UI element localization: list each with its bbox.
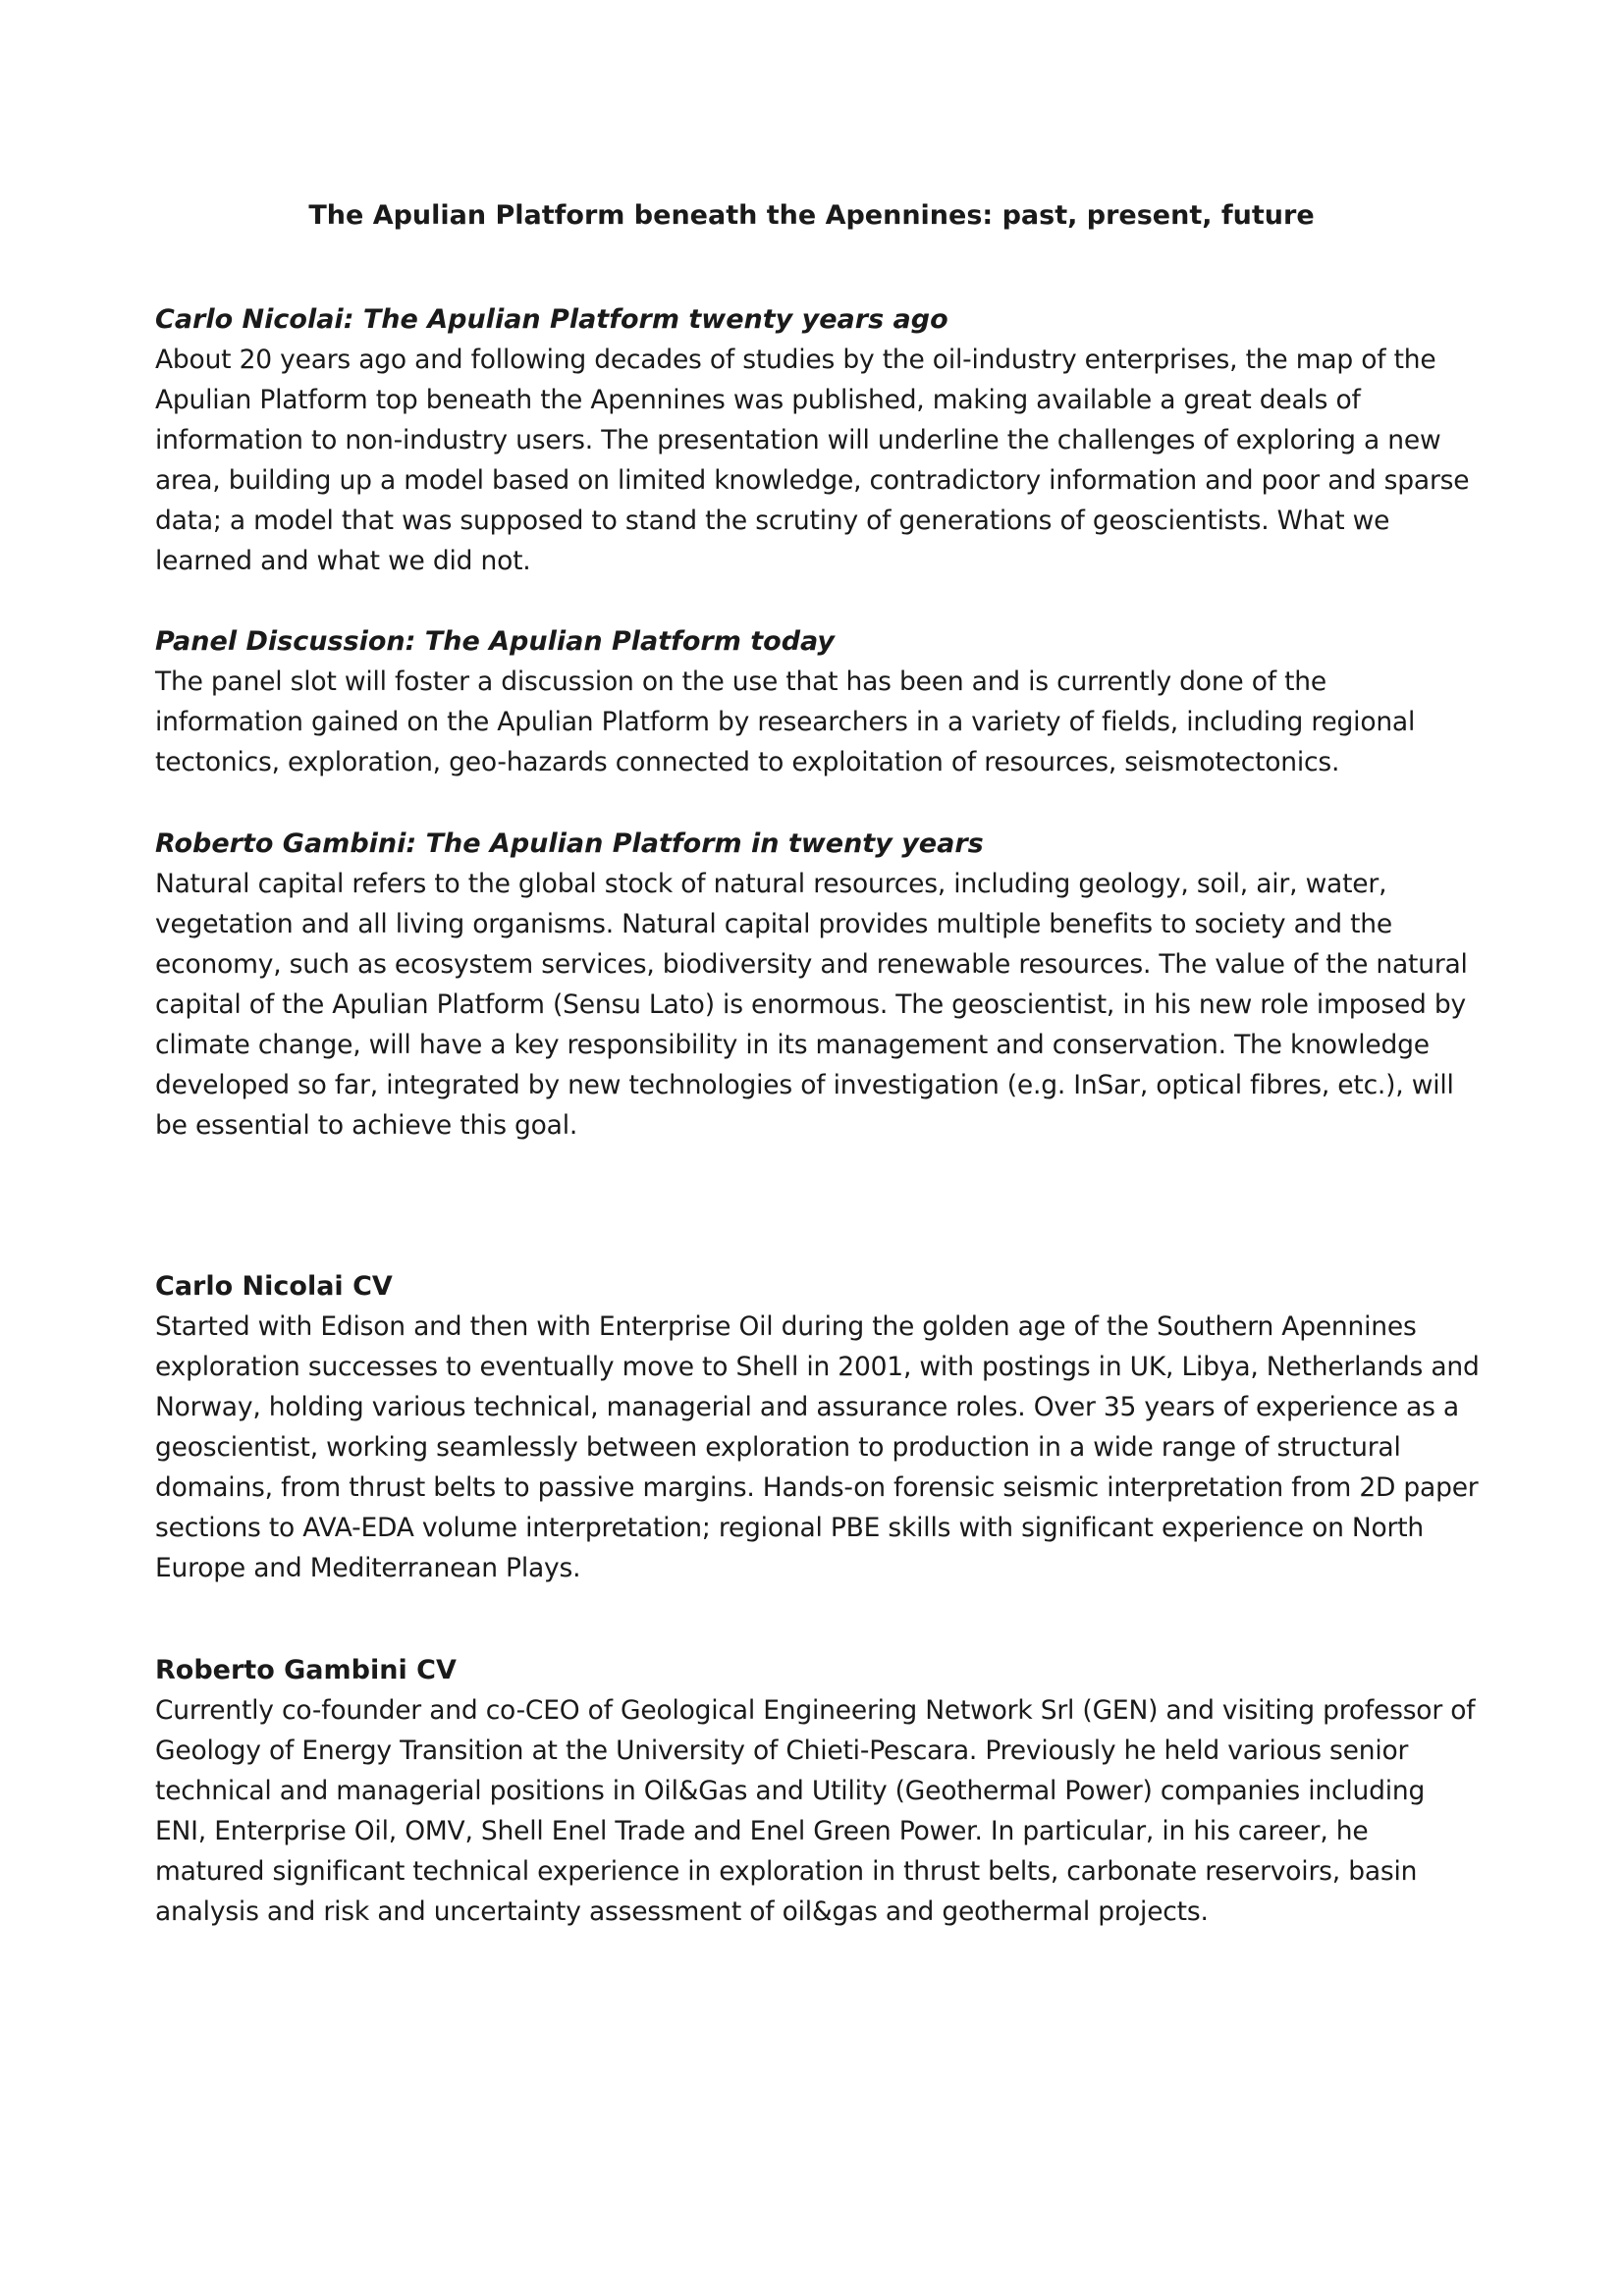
section-heading: Roberto Gambini CV (155, 1655, 457, 1685)
section-panel-discussion (155, 622, 1481, 782)
section-heading: Carlo Nicolai: The Apulian Platform twenty years ago (155, 304, 948, 335)
section-cv-nicolai (155, 1267, 1481, 1588)
section-heading: Carlo Nicolai CV (155, 1271, 393, 1302)
section-body: About 20 years ago and following decades of studies by the oil-industry enterprises, the map of the Apulian Platform top beneath the Apennines was published, making available a great deals of information to non-industry users. The presentation will underline the challenges of exploring a new area, building up a model based on limited knowledge, contradictory information and poor and sparse data; a model that was supposed to stand the scrutiny of generations of geoscientists. What we learned and what we did not. (155, 345, 1470, 576)
section-cv-gambini (155, 1651, 1481, 1932)
document-title: The Apulian Platform beneath the Apennines: past, present, future (308, 200, 1315, 231)
section-body: The panel slot will foster a discussion on the use that has been and is currently done of the information gained on the Apulian Platform by researchers in a variety of fields, including regional tectonics, exploration, geo-hazards connected to exploitation of resources, seismotectonics. (155, 667, 1416, 777)
section-talk-future (155, 825, 1481, 1146)
section-body: Natural capital refers to the global stock of natural resources, including geology, soil, air, water, vegetation and all living organisms. Natural capital provides multiple benefits to society and the economy, such as ecosystem services, biodiversity and renewable resources. The value of the natural capital of the Apulian Platform (Sensu Lato) is enormous. The geoscientist, in his new role imposed by climate change, will have a key responsibility in its management and conservation. The knowledge developed so far, integrated by new technologies of investigation (e.g. InSar, optical fibres, etc.), will be essential to achieve this goal. (155, 869, 1468, 1141)
section-body: Started with Edison and then with Enterprise Oil during the golden age of the Southern Apennines exploration successes to eventually move to Shell in 2001, with postings in UK, Libya, Netherlands and Norway, holding various technical, managerial and assurance roles. Over 35 years of experience as a geoscientist, working seamlessly between exploration to production in a wide range of structural domains, from thrust belts to passive margins. Hands-on forensic seismic interpretation from 2D paper sections to AVA-EDA volume interpretation; regional PBE skills with significant experience on North Europe and Mediterranean Plays. (155, 1311, 1480, 1583)
section-heading: Roberto Gambini: The Apulian Platform in twenty years (155, 828, 984, 859)
section-heading: Panel Discussion: The Apulian Platform today (155, 626, 836, 657)
section-talk-past (155, 300, 1481, 581)
section-body: Currently co-founder and co-CEO of Geological Engineering Network Srl (GEN) and visiting professor of Geology of Energy Transition at the University of Chieti-Pescara. Previously he held various senior technical and managerial positions in Oil&Gas and Utility (Geothermal Power) companies including ENI, Enterprise Oil, OMV, Shell Enel Trade and Enel Green Power. In particular, in his career, he matured significant technical experience in exploration in thrust belts, carbonate reservoirs, basin analysis and risk and uncertainty assessment of oil&gas and geothermal projects. (155, 1695, 1476, 1927)
